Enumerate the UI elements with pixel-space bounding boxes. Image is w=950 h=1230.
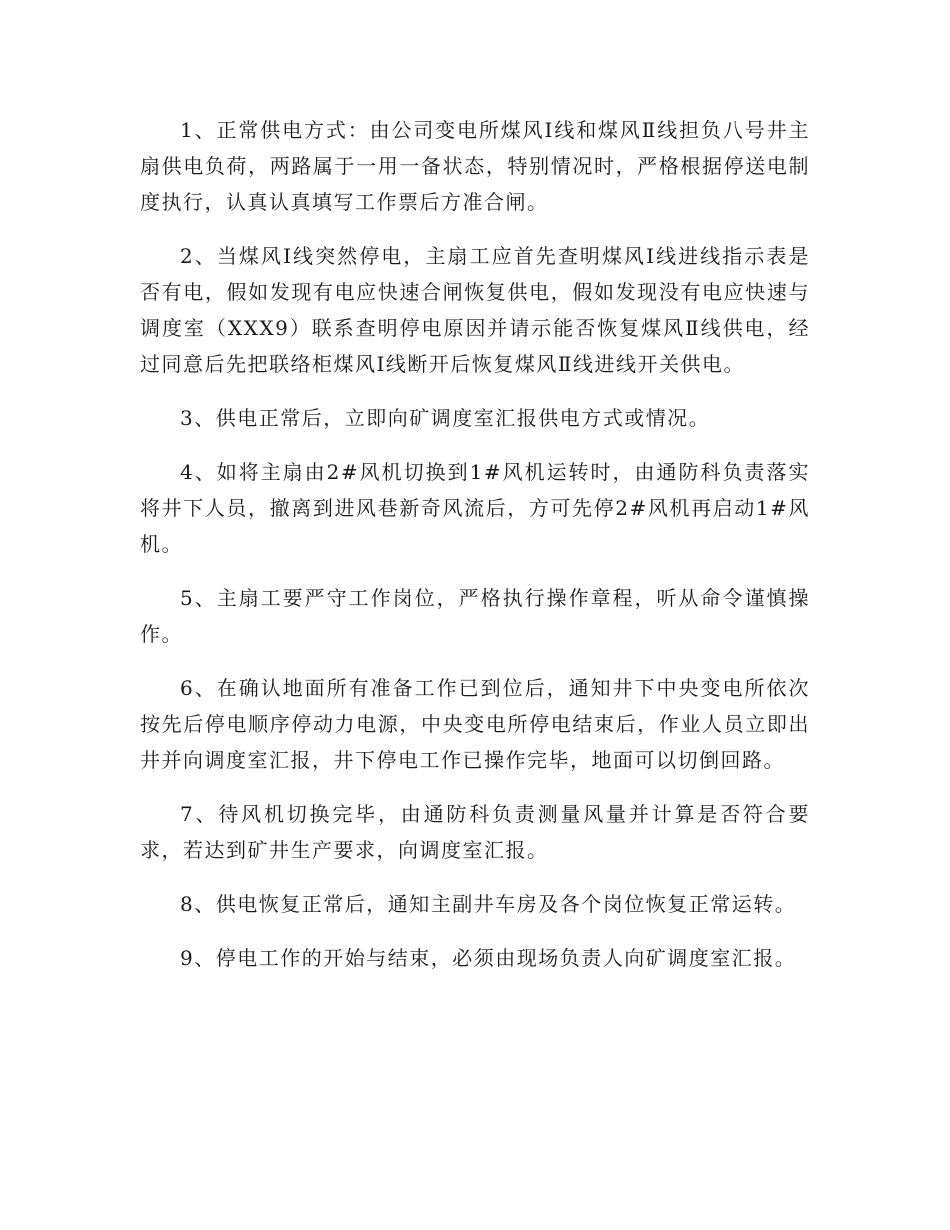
paragraph-5: 5、主扇工要严守工作岗位，严格执行操作章程，听从命令谨慎操作。 xyxy=(140,586,810,646)
paragraph-1: 1、正常供电方式：由公司变电所煤风Ⅰ线和煤风Ⅱ线担负八号井主扇供电负荷，两路属于一用一备状态，特别情况时，严格根据停送电制度执行，认真认真填写工作票后方准合闸。 xyxy=(140,118,810,214)
paragraph-8: 8、供电恢复正常后，通知主副井车房及各个岗位恢复正常运转。 xyxy=(180,892,797,916)
paragraph-2: 2、当煤风Ⅰ线突然停电，主扇工应首先查明煤风Ⅰ线进线指示表是否有电，假如发现有电应快速合闸恢复供电，假如发现没有电应快速与调度室（XXX9）联系查明停电原因并请示能否恢复煤风Ⅱ线供电，经过同意后先把联络柜煤风Ⅰ线断开后恢复煤风Ⅱ线进线开关供电。 xyxy=(140,244,810,376)
document-body xyxy=(140,112,810,994)
paragraph-9: 9、停电工作的开始与结束，必须由现场负责人向矿调度室汇报。 xyxy=(180,946,797,970)
paragraph-7: 7、待风机切换完毕，由通防科负责测量风量并计算是否符合要求，若达到矿井生产要求，向调度室汇报。 xyxy=(140,802,810,862)
paragraph-4: 4、如将主扇由2#风机切换到1#风机运转时，由通防科负责落实将井下人员，撤离到进风巷新奇风流后，方可先停2#风机再启动1#风机。 xyxy=(140,460,810,556)
paragraph-6: 6、在确认地面所有准备工作已到位后，通知井下中央变电所依次按先后停电顺序停动力电源，中央变电所停电结束后，作业人员立即出井并向调度室汇报，井下停电工作已操作完毕，地面可以切倒回路。 xyxy=(140,676,810,772)
paragraph-3: 3、供电正常后，立即向矿调度室汇报供电方式或情况。 xyxy=(180,406,711,430)
